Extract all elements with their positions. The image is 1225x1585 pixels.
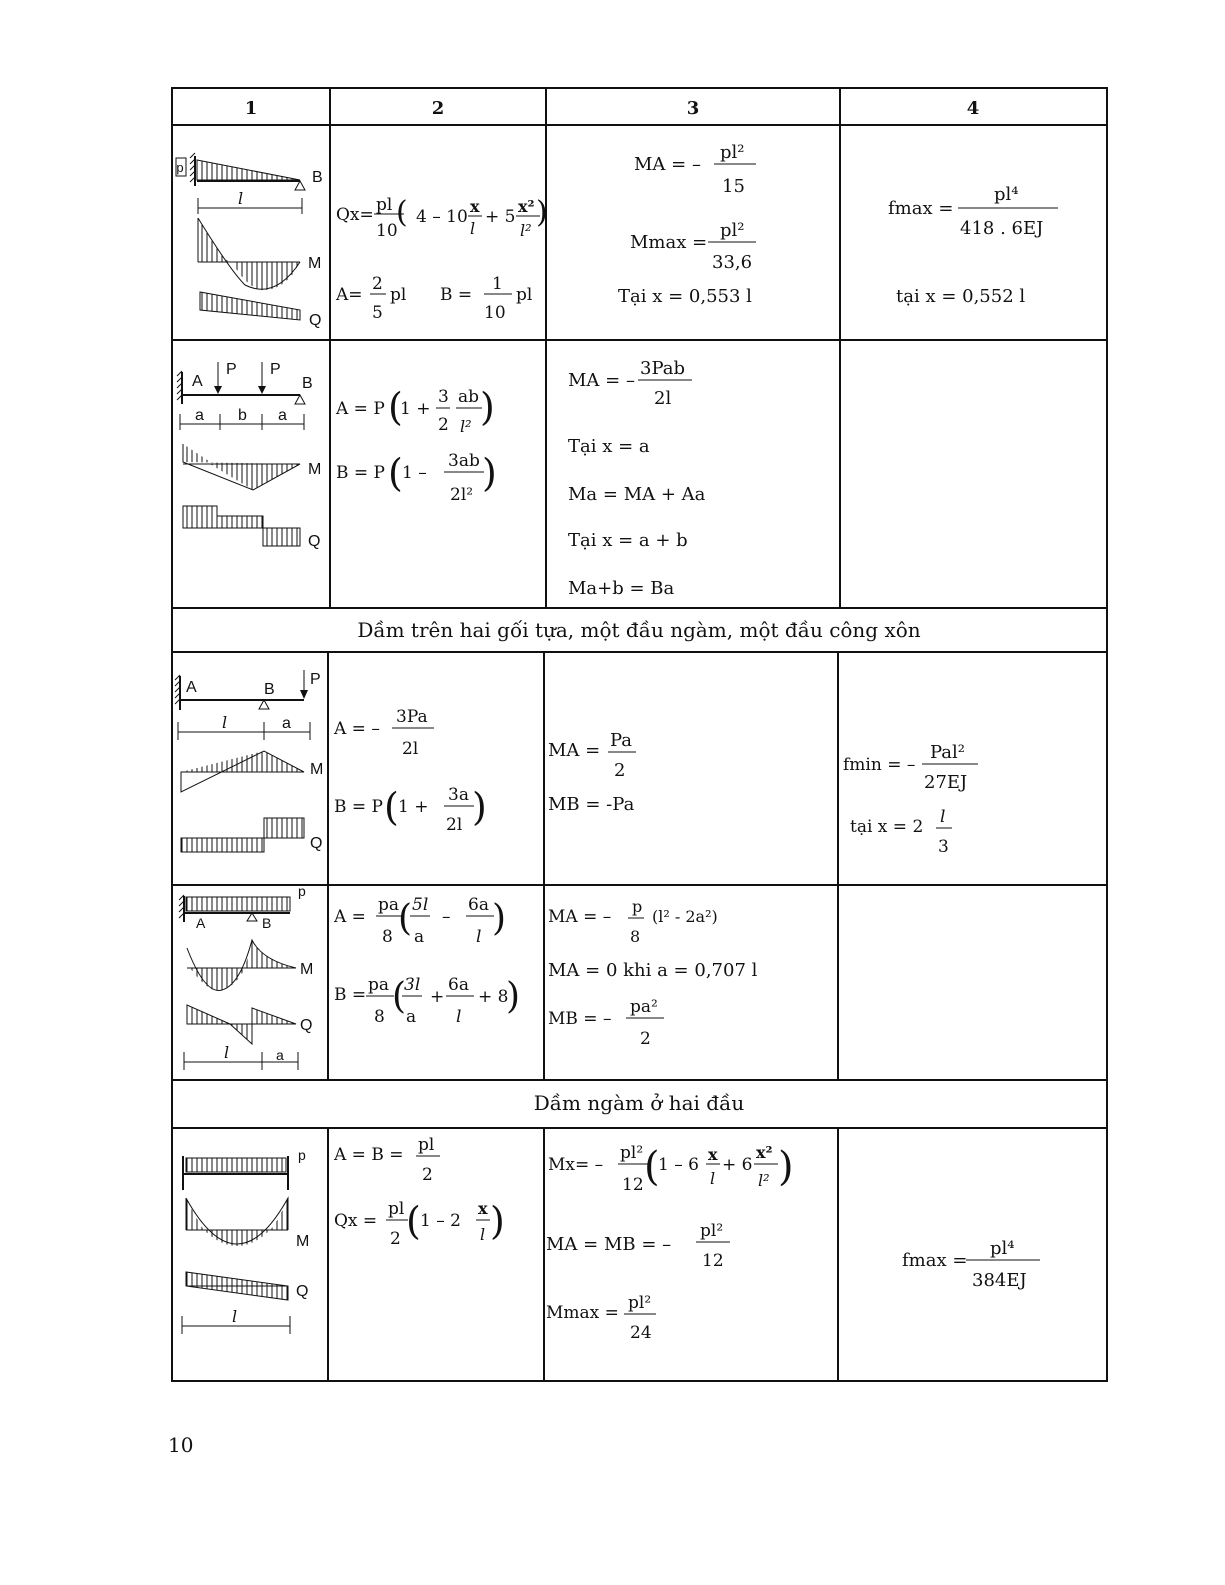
formula-text: Q [310,835,323,852]
formula-text: 2 [640,1029,651,1049]
formula-text: 2l [402,739,419,759]
span-label-l: l [238,189,244,208]
formula-text: 24 [630,1323,652,1343]
row-2-reactions [335,385,497,505]
formula-text: A = P [336,399,385,419]
formula-text: 2l [654,388,672,409]
formula-text: B = [440,285,473,305]
formula-text: x [478,1199,488,1218]
formula-text: 3a [448,785,469,805]
formula-text: l [940,807,946,827]
formula-text: x [708,1145,718,1164]
row-4-moments [548,897,758,1049]
formula-text: ) [482,451,497,495]
formula-text: B [302,375,313,392]
formula-text: p [298,883,306,899]
formula-text: MA = 0 khi a = 0,707 l [548,960,758,981]
formula-text: pl [388,1199,405,1219]
formula-text: 5 [372,303,383,323]
formula-text: pl [376,195,393,215]
formula-text: 4 – 10 [416,207,468,227]
formula-text: x [470,197,480,216]
formula-text: 8 [630,927,641,946]
formula-text: Mx= – [548,1155,604,1175]
formula-text: Tại x = a [568,436,650,457]
formula-text: 1 – 2 [420,1211,461,1231]
row-5-deflection [902,1238,1040,1291]
formula-text: Qx = [334,1211,378,1231]
formula-text: 6a [448,975,469,995]
formula-text: fmax = [902,1250,968,1271]
formula-text: p [298,1147,306,1163]
formula-text: ( [644,1144,660,1190]
formula-text: 1 – [402,463,427,483]
formula-text: 10 [484,303,506,323]
formula-text: 8 [374,1007,385,1027]
header-col-4: 4 [966,98,980,119]
formula-text: ) [472,785,487,829]
formula-text: ( [388,385,403,429]
formula-text: 3ab [448,451,480,471]
formula-text: fmax = [888,198,954,219]
support-label-b: B [312,169,323,186]
formula-text: 5l [412,895,429,915]
formula-text: 1 + [398,797,429,817]
formula-text: x² [518,197,535,216]
formula-text: a [282,715,291,732]
formula-text: 3 [438,387,449,407]
formula-text: ) [492,898,507,939]
formula-text: Tại x = 0,553 l [618,286,752,307]
formula-text: A [186,679,197,696]
formula-text: pl [516,285,533,305]
formula-text: A = – [334,719,380,739]
row-3-diagram [175,670,323,852]
formula-text: l [232,1307,238,1326]
formula-text: ) [480,385,495,429]
formula-text: P [226,361,237,378]
formula-text: 12 [702,1251,724,1271]
formula-text: MB = -Pa [548,794,635,815]
formula-text: 8 [382,927,393,947]
formula-text: 2 [614,760,626,781]
formula-text: MA = MB = – [546,1234,672,1255]
formula-text: pl² [720,220,745,241]
formula-text: A = B = [334,1145,404,1165]
row-5-reactions [333,1135,505,1249]
load-label-p: p [176,160,184,175]
formula-text: a [195,407,204,424]
formula-text: pl² [720,142,745,163]
formula-text: l [476,927,482,947]
formula-text: l² [520,221,532,240]
diagram-label-m: M [308,255,322,272]
formula-text: pl [390,285,407,305]
formula-text: MA = – [568,370,635,391]
formula-text: b [238,407,247,424]
formula-text: p [632,897,643,916]
formula-text: ab [458,387,480,407]
formula-text: a [278,407,287,424]
formula-text: 2 [372,274,383,294]
formula-text: 10 [376,221,398,241]
formula-text: + [430,987,445,1007]
row-3-deflection [843,742,978,857]
section-title: Dầm trên hai gối tựa, một đầu ngàm, một đầu công xôn [357,618,921,642]
formula-text: ( [388,451,403,495]
formula-text: MA = – [548,907,612,927]
formula-text: A [196,915,206,931]
formula-text: l [710,1169,716,1188]
row-2-moments [568,358,706,599]
formula-text: pa² [630,997,658,1017]
formula-text: ( [398,898,413,939]
formula-text: 2 [422,1165,433,1185]
formula-text: a [414,927,425,947]
formula-text: fmin = – [843,755,916,775]
row-4-reactions [333,895,520,1027]
page-number: 10 [168,1433,194,1457]
formula-text: Mmax = [546,1303,619,1323]
formula-text: 384EJ [972,1270,1027,1291]
row-5-diagram [182,1147,309,1334]
formula-text: 12 [622,1175,644,1195]
formula-text: Ma+b = Ba [568,578,675,599]
formula-text: B = P [334,797,383,817]
row-5-moments [546,1143,794,1343]
formula-text: 2l² [450,485,474,505]
formula-text: pa [368,975,390,995]
formula-text: – [442,907,451,927]
formula-text: 3Pab [640,358,686,379]
formula-text: ) [778,1144,794,1190]
formula-text: l [222,713,228,732]
header-col-3: 3 [686,98,700,119]
formula-text: l [480,1225,486,1244]
row-4-diagram [179,883,313,1070]
formula-text: Pal² [930,742,966,763]
formula-text: P [310,671,321,688]
formula-text: ) [490,1199,505,1243]
table-header [245,98,980,119]
formula-text: A [192,373,203,390]
formula-text: a [406,1007,417,1027]
formula-text: 2 [390,1229,401,1249]
formula-text: ) [536,195,548,230]
formula-text: P [270,361,281,378]
row-1-deflection [888,184,1058,307]
formula-text: pl² [628,1293,652,1313]
formula-text: 418 . 6EJ [960,218,1044,239]
formula-text: B = P [336,463,385,483]
formula-text: pl⁴ [994,184,1019,205]
formula-text: MA = [548,740,601,761]
formula-text: M [296,1233,310,1250]
formula-text: 15 [722,176,745,197]
formula-text: pl [418,1135,435,1155]
formula-text: a [276,1047,284,1063]
formula-text: ( [406,1199,421,1243]
formula-text: 33,6 [712,252,753,273]
formula-text: Tại x = a + b [568,530,688,551]
formula-text: x² [756,1143,773,1162]
formula-text: Qx= [336,205,374,225]
formula-text: l² [758,1171,770,1190]
formula-text: tại x = 2 [850,817,924,837]
formula-text: MB = – [548,1009,612,1029]
formula-text: Ma = MA + Aa [568,484,706,505]
formula-text: + 8 [478,987,509,1007]
formula-text: ( [392,976,407,1017]
diagram-label-q: Q [309,312,322,329]
formula-text: 3l [404,975,421,995]
formula-text: pa [378,895,400,915]
row-2-diagram [177,361,321,550]
formula-text: tại x = 0,552 l [896,286,1026,307]
formula-text: ( [384,785,399,829]
formula-text: + 6 [722,1155,753,1175]
formula-text: 3 [938,837,949,857]
formula-text: + 5 [485,207,516,227]
formula-text: 2l [446,815,463,835]
formula-text: A= [336,285,363,305]
formula-text: MA = – [634,154,701,175]
formula-text: 27EJ [924,772,968,793]
formula-text: 1 + [400,399,431,419]
row-3-reactions [333,707,487,835]
row-1-diagram [176,153,323,329]
formula-text: l [224,1043,230,1062]
formula-text: Q [300,1017,313,1034]
section-title: Dầm ngàm ở hai đầu [533,1091,745,1115]
formula-text: 1 [492,274,503,294]
formula-text: l² [460,417,472,436]
header-col-1: 1 [244,98,258,119]
header-col-2: 2 [431,98,445,119]
formula-text: M [308,461,322,478]
formula-text: M [300,961,314,978]
formula-text: B [264,681,275,698]
formula-text: ( [396,195,408,230]
formula-text: pl² [700,1221,724,1241]
formula-text: pl² [620,1143,644,1163]
formula-text: 3Pa [396,707,428,727]
formula-text: 6a [468,895,489,915]
formula-text: B [262,915,272,931]
row-3-moments [548,730,636,815]
formula-text: B = [334,985,367,1005]
formula-text: Pa [610,730,633,751]
row-1-reactions [335,195,548,323]
formula-text: l [456,1007,462,1027]
formula-text: 2 [438,415,449,435]
row-1-moments [618,142,756,307]
formula-text: Mmax = [630,232,708,253]
formula-text: ) [506,976,521,1017]
formula-text: Q [308,533,321,550]
formula-text: M [310,761,324,778]
formula-text: 1 – 6 [658,1155,699,1175]
formula-text: pl⁴ [990,1238,1015,1259]
formula-text: A = [334,907,366,927]
formula-text: l [470,219,476,238]
formula-text: Q [296,1283,309,1300]
formula-text: (l² - 2a²) [652,907,718,926]
